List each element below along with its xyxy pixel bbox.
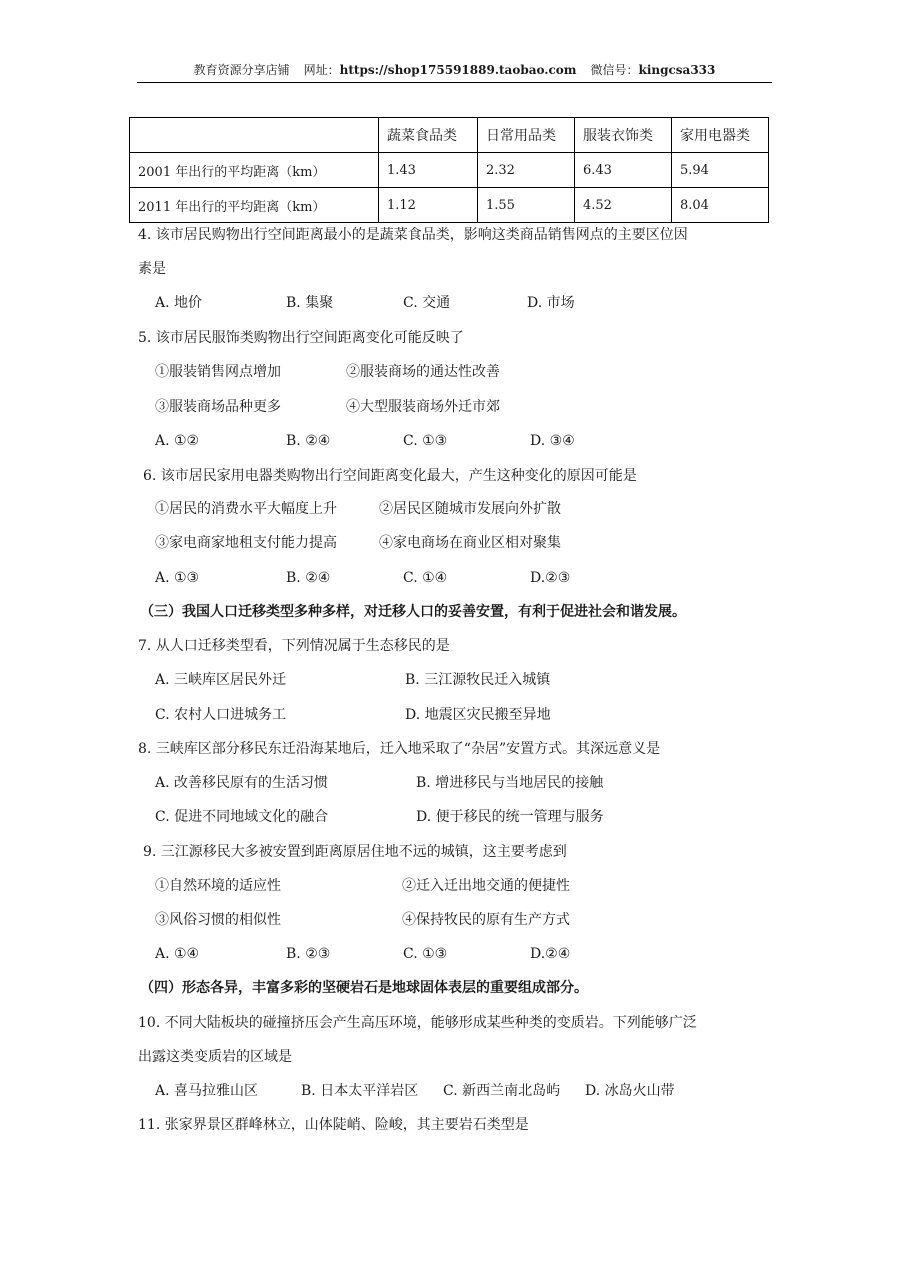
q6-option-d: D.②③ — [530, 570, 571, 586]
q9-item-3: ③风俗习惯的相似性 — [155, 912, 281, 928]
q10-stem-continued: 出露这类变质岩的区域是 — [138, 1049, 292, 1065]
table-header-cell: 服装衣饰类 — [575, 118, 672, 153]
q6-option-c: C. ①④ — [403, 570, 448, 586]
q6-item-4: ④家电商场在商业区相对聚集 — [379, 535, 561, 551]
q4-stem: 4. 该市居民购物出行空间距离最小的是蔬菜食品类，影响这类商品销售网点的主要区位因 — [138, 227, 688, 243]
q9-item-1: ①自然环境的适应性 — [155, 878, 281, 894]
q11-stem: 11. 张家界景区群峰林立，山体陡峭、险峻，其主要岩石类型是 — [138, 1117, 529, 1133]
shop-url-link[interactable]: https://shop175591889.taobao.com — [339, 63, 577, 77]
q6-option-a: A. ①③ — [155, 570, 200, 586]
shopping-distance-table — [129, 117, 769, 223]
q9-item-4: ④保持牧民的原有生产方式 — [402, 912, 570, 928]
table-cell: 2011 年出行的平均距离（km） — [130, 188, 379, 223]
q9-item-2: ②迁入迁出地交通的便捷性 — [402, 878, 570, 894]
q6-stem: 6. 该市居民家用电器类购物出行空间距离变化最大，产生这种变化的原因可能是 — [143, 468, 637, 484]
header-divider — [137, 82, 772, 83]
table-cell: 8.04 — [672, 188, 769, 223]
table-cell: 2001 年出行的平均距离（km） — [130, 153, 379, 188]
q5-option-d: D. ③④ — [530, 433, 575, 449]
q6-option-b: B. ②④ — [286, 570, 331, 586]
q7-option-c: C. 农村人口进城务工 — [155, 707, 287, 723]
q9-option-d: D.②④ — [530, 946, 571, 962]
q5-option-b: B. ②④ — [286, 433, 331, 449]
q10-option-a: A. 喜马拉雅山区 — [155, 1083, 259, 1099]
q9-option-b: B. ②③ — [286, 946, 331, 962]
q7-stem: 7. 从人口迁移类型看，下列情况属于生态移民的是 — [138, 638, 450, 654]
q10-option-d: D. 冰岛火山带 — [585, 1083, 675, 1099]
q5-stem: 5. 该市居民服饰类购物出行空间距离变化可能反映了 — [138, 330, 464, 346]
q8-stem: 8. 三峡库区部分移民东迁沿海某地后，迁入地采取了“杂居”安置方式。其深远意义是 — [138, 741, 661, 757]
table-header-cell — [130, 118, 379, 153]
q4-option-d: D. 市场 — [527, 295, 575, 311]
q9-option-a: A. ①④ — [155, 946, 200, 962]
shop-name: 教育资源分享店铺 — [193, 63, 290, 77]
q4-option-b: B. 集聚 — [286, 295, 334, 311]
table-header-cell: 蔬菜食品类 — [379, 118, 478, 153]
wechat-label: 微信号： — [590, 63, 639, 77]
q7-option-a: A. 三峡库区居民外迁 — [155, 672, 287, 688]
q5-option-a: A. ①② — [155, 433, 200, 449]
table-cell: 6.43 — [575, 153, 672, 188]
q8-option-d: D. 便于移民的统一管理与服务 — [416, 809, 604, 825]
table-cell: 4.52 — [575, 188, 672, 223]
section-4-heading: （四）形态各异，丰富多彩的坚硬岩石是地球固体表层的重要组成部分。 — [140, 980, 588, 996]
q10-option-b: B. 日本太平洋岩区 — [301, 1083, 419, 1099]
q6-item-1: ①居民的消费水平大幅度上升 — [155, 501, 337, 517]
q10-stem: 10. 不同大陆板块的碰撞挤压会产生高压环境，能够形成某些种类的变质岩。下列能够广泛 — [138, 1015, 697, 1031]
wechat-id: kingcsa333 — [638, 63, 716, 77]
q10-option-c: C. 新西兰南北岛屿 — [443, 1083, 561, 1099]
table-row — [130, 153, 769, 188]
q8-option-a: A. 改善移民原有的生活习惯 — [155, 775, 329, 791]
table-cell: 2.32 — [478, 153, 575, 188]
q5-item-4: ④大型服装商场外迁市郊 — [346, 399, 500, 415]
table-header-cell: 日常用品类 — [478, 118, 575, 153]
q5-option-c: C. ①③ — [403, 433, 448, 449]
q8-option-c: C. 促进不同地域文化的融合 — [155, 809, 329, 825]
table-cell: 5.94 — [672, 153, 769, 188]
q4-option-c: C. 交通 — [403, 295, 451, 311]
url-label: 网址： — [303, 63, 340, 77]
q5-item-2: ②服装商场的通达性改善 — [346, 364, 500, 380]
table-cell: 1.43 — [379, 153, 478, 188]
q8-option-b: B. 增进移民与当地居民的接触 — [416, 775, 604, 791]
q7-option-b: B. 三江源牧民迁入城镇 — [405, 672, 551, 688]
table-header-cell: 家用电器类 — [672, 118, 769, 153]
table-cell: 1.55 — [478, 188, 575, 223]
q5-item-3: ③服装商场品种更多 — [155, 399, 281, 415]
q9-stem: 9. 三江源移民大多被安置到距离原居住地不远的城镇，这主要考虑到 — [143, 844, 567, 860]
q4-option-a: A. 地价 — [155, 295, 203, 311]
q6-item-3: ③家电商家地租支付能力提高 — [155, 535, 337, 551]
table-cell: 1.12 — [379, 188, 478, 223]
q6-item-2: ②居民区随城市发展向外扩散 — [379, 501, 561, 517]
table-header-row — [130, 118, 769, 153]
q7-option-d: D. 地震区灾民搬至异地 — [405, 707, 551, 723]
q5-item-1: ①服装销售网点增加 — [155, 364, 281, 380]
section-3-heading: （三）我国人口迁移类型多种多样，对迁移人口的妥善安置，有利于促进社会和谐发展。 — [140, 604, 686, 620]
q4-stem-continued: 素是 — [138, 261, 166, 277]
table-row — [130, 188, 769, 223]
q9-option-c: C. ①③ — [403, 946, 448, 962]
page-header — [137, 62, 772, 78]
